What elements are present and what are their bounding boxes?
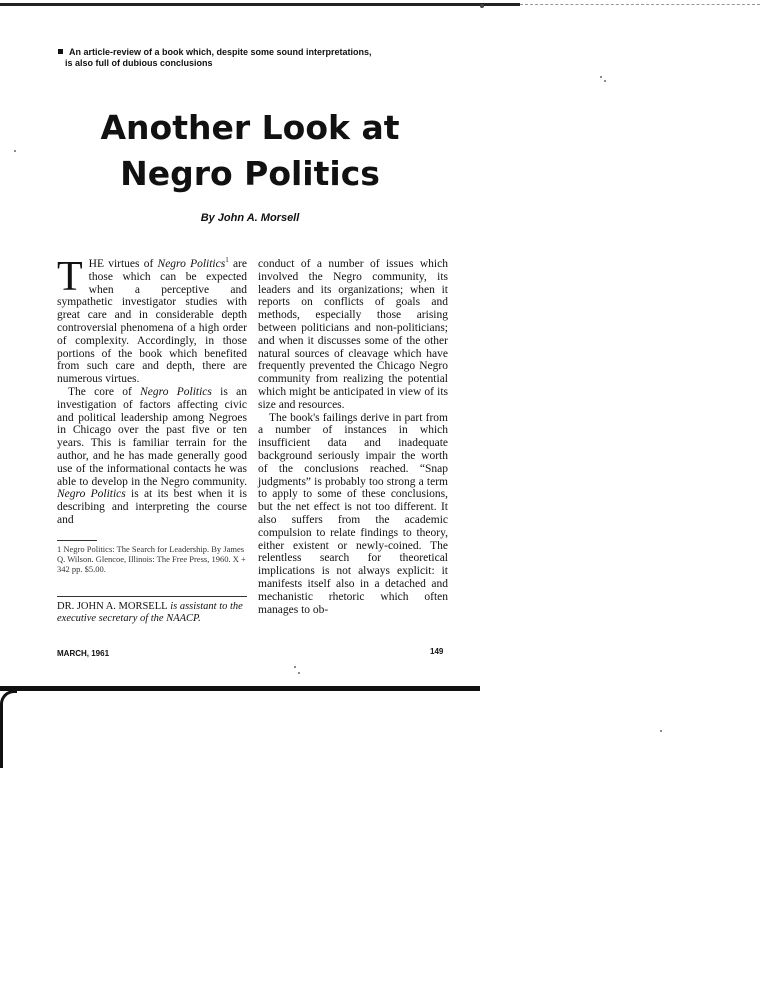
bottom-rule [0,686,480,691]
book-title: Negro Politics [157,258,226,270]
left-column [57,254,247,527]
paragraph [57,254,247,386]
footnote-ref: 1 [225,256,229,265]
bio-rule [57,596,247,597]
paragraph: conduct of a number of issues which involved the Negro community, its leaders and its organizations; when it reports on conflicts of goals and methods, especially those arising between politicians and non-politicians; and when it discusses some of the other natural sources of cleavage which have frequently prevented the Chicago Negro community from realizing the potential which might be anticipated in view of its size and resources. [258,258,448,411]
top-rule [0,3,520,6]
scan-speck [294,666,296,668]
paragraph [57,386,247,527]
page-number: 149 [430,647,444,656]
top-rule-dashed [520,4,760,5]
blurb-line-1: An article-review of a book which, despite some sound interpretations, [69,47,372,57]
right-column [258,258,448,616]
text: is at its best when it is describing and interpreting the course and [57,488,247,526]
author-bio [57,601,247,625]
footnote: 1 Negro Politics: The Search for Leadership. By James Q. Wilson. Glencoe, Illinois: The Free Press, 1960. X + 342 pp. $5.00. [57,544,246,574]
article-title [0,105,500,197]
drop-cap: T [57,254,83,300]
scan-speck [298,672,300,674]
title-line-1: Another Look at [100,108,400,147]
author-role: is assistant to the executive secretary of the NAACP. [57,601,243,624]
title-line-2: Negro Politics [120,154,380,193]
text: The core of [68,385,141,398]
paragraph: The book's failings derive in part from a number of instances in which insufficient data and inadequate background seriously impair the worth of the conclusions reached. “Snap judgments” is probably too strong a term to apply to some of these conclusions, but the net effect is not too different. It also suffers from the academic compulsion to relate findings to theory, either existent or newly-coined. The relentless search for theoretical implications is not always explicit: it manifests itself also in a detached and mechanistic rhetoric which often manages to ob- [258,411,448,616]
blurb-line-2: is also full of dubious conclusions [65,58,213,68]
scan-speck [480,4,484,8]
footnote-rule [57,540,97,541]
scan-speck [14,150,16,152]
byline: By John A. Morsell [200,212,300,224]
scan-speck [600,76,602,78]
book-title: Negro Politics [57,488,126,501]
scan-speck [660,730,662,732]
book-title: Negro Politics [140,385,212,398]
article-blurb [58,47,398,69]
author-name: DR. JOHN A. MORSELL [57,601,168,612]
text: HE virtues of [88,258,158,270]
bullet-square-icon [58,49,63,54]
scan-speck [604,80,606,82]
text: are those which can be expected when a perceptive and sympathetic investigator studies with great care and in considerable depth controversial phenomena of a high order of complexity. Accordingly, in those portions of the book which benefited from such care and depth, there are numerous virtues. [57,258,247,386]
text: is an investigation of factors affecting civic and political leadership among Negroes in Chicago over the past five or ten years. This is familiar terrain for the author, and he has made generally good use of the informational contacts he was able to develop in the Negro community. [57,385,247,488]
page-corner-edge [0,690,17,768]
issue-date: MARCH, 1961 [57,649,110,658]
